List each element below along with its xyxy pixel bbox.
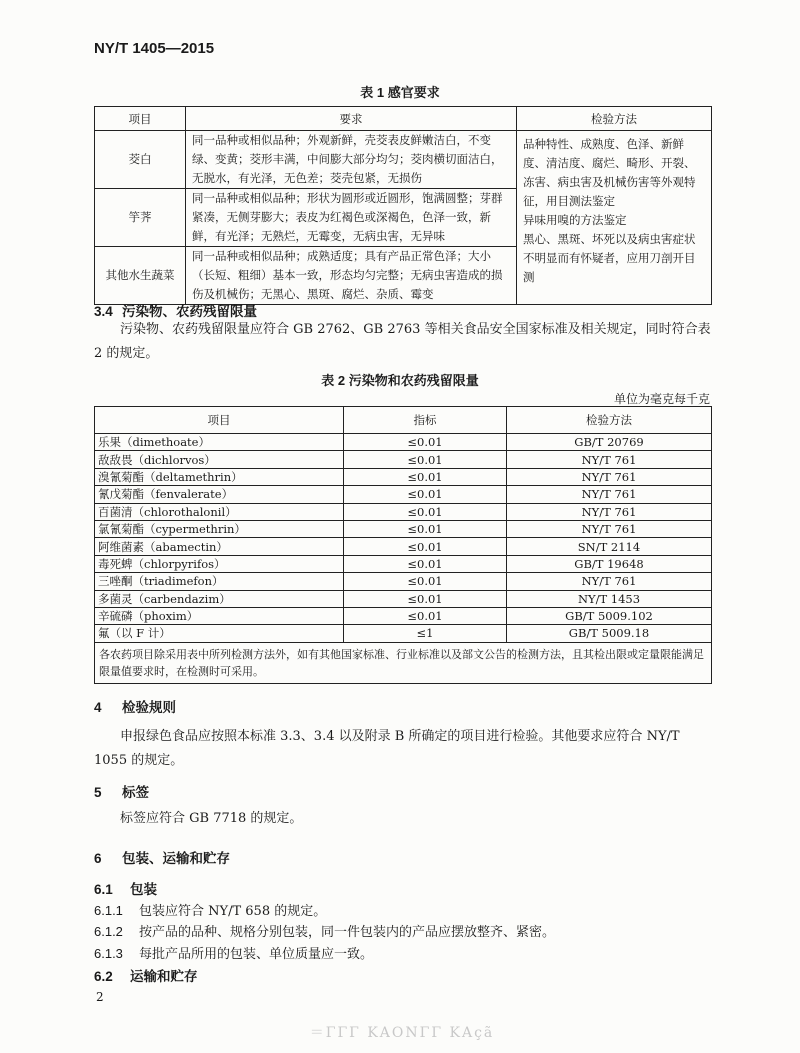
section-title: 运输和贮存: [130, 969, 198, 984]
list-item: [94, 921, 555, 940]
table2-header-limit: 指标: [344, 407, 507, 434]
table2-cell-limit: ≤0.01: [344, 434, 507, 451]
table2-cell-item: 氰戊菊酯（fenvalerate）: [95, 486, 344, 503]
table2-cell-limit: ≤0.01: [344, 451, 507, 468]
table2-cell-item: 敌敌畏（dichlorvos）: [95, 451, 344, 468]
section-3-4-paragraph: 污染物、农药残留限量应符合 GB 2762、GB 2763 等相关食品安全国家标准及相关规定，同时符合表 2 的规定。: [94, 322, 711, 361]
table-row: [95, 468, 712, 485]
table2-cell-limit: ≤0.01: [344, 486, 507, 503]
table-row: [95, 607, 712, 624]
table1-header-requirement: 要求: [186, 107, 517, 131]
section-6-2-heading: [94, 965, 198, 985]
table2-cell-method: NY/T 761: [507, 468, 712, 485]
section-number: 4: [94, 700, 102, 715]
table2-cell-item: 氯氰菊酯（cypermethrin）: [95, 520, 344, 537]
section-6-heading: [94, 847, 230, 867]
section-5-paragraph: 标签应符合 GB 7718 的规定。: [120, 811, 303, 826]
section-title: 包装、运输和贮存: [122, 851, 230, 866]
table-row: [95, 451, 712, 468]
sub-item-number: 6.1.3: [94, 946, 123, 961]
table2-cell-limit: ≤0.01: [344, 520, 507, 537]
table2-header-method: 检验方法: [507, 407, 712, 434]
section-number: 3.4: [94, 304, 113, 319]
table2-cell-item: 百菌清（chlorothalonil）: [95, 503, 344, 520]
table-row: [95, 486, 712, 503]
table2-header-item: 项目: [95, 407, 344, 434]
table2-cell-item: 毒死蜱（chlorpyrifos）: [95, 555, 344, 572]
table-row: [95, 590, 712, 607]
table1-item: 竽荠: [95, 189, 186, 247]
table-row: [95, 503, 712, 520]
table-row: [95, 555, 712, 572]
table2-cell-limit: ≤0.01: [344, 468, 507, 485]
sub-item-text: 包装应符合 NY/T 658 的规定。: [139, 904, 327, 919]
section-6-1-heading: [94, 878, 157, 898]
section-title: 污染物、农药残留限量: [122, 304, 257, 319]
table2-cell-item: 乐果（dimethoate）: [95, 434, 344, 451]
standard-code: NY/T 1405—2015: [94, 40, 215, 57]
section-3-4-heading: [94, 300, 257, 320]
table2-note: 各农药项目除采用表中所列检测方法外，如有其他国家标准、行业标准以及部文公告的检测方法，且其检出限或定量限能满足限量值要求时，在检测时可采用。: [95, 642, 712, 683]
section-number: 6.2: [94, 969, 113, 984]
section-4-paragraph: 申报绿色食品应按照本标准 3.3、3.4 以及附录 B 所确定的项目进行检验。其他要求应符合 NY/T 1055 的规定。: [94, 729, 680, 768]
table2-cell-method: NY/T 761: [507, 451, 712, 468]
table2-cell-item: 三唑酮（triadimefon）: [95, 573, 344, 590]
list-item: [94, 943, 373, 962]
table2-cell-method: NY/T 761: [507, 520, 712, 537]
table-row: [95, 434, 712, 451]
table2-cell-item: 辛硫磷（phoxim）: [95, 607, 344, 624]
table1-header-method: 检验方法: [517, 107, 712, 131]
table1-item: 其他水生蔬菜: [95, 247, 186, 305]
table-row: [95, 538, 712, 555]
table2-cell-method: GB/T 5009.18: [507, 625, 712, 642]
table2-cell-method: SN/T 2114: [507, 538, 712, 555]
table2-caption: 表 2 污染物和农药残留限量: [321, 373, 479, 388]
table1-caption: 表 1 感官要求: [360, 85, 440, 100]
section-title: 包装: [130, 882, 157, 897]
sub-item-number: 6.1.2: [94, 924, 123, 939]
sub-item-text: 每批产品所用的包装、单位质量应一致。: [139, 947, 374, 962]
section-number: 6.1: [94, 882, 113, 897]
table2-cell-method: NY/T 1453: [507, 590, 712, 607]
table2-cell-limit: ≤0.01: [344, 590, 507, 607]
table1-header-item: 项目: [95, 107, 186, 131]
table2-cell-limit: ≤0.01: [344, 538, 507, 555]
table2-cell-item: 多菌灵（carbendazim）: [95, 590, 344, 607]
table2-cell-limit: ≤0.01: [344, 573, 507, 590]
list-item: [94, 900, 326, 919]
section-5-heading: [94, 781, 149, 801]
sub-item-number: 6.1.1: [94, 903, 123, 918]
section-number: 6: [94, 851, 102, 866]
section-title: 标签: [122, 785, 149, 800]
watermark-text: ＝ΓΓΓ ΚΑΟΝΓΓ ΚΑçã: [309, 1025, 495, 1041]
table2-cell-limit: ≤1: [344, 625, 507, 642]
table1-requirement: 同一品种或相似品种；形状为圆形或近圆形，饱满圆整；芽群紧凑，无侧芽膨大；表皮为红褐色或深褐色，色泽一致，新鲜，有光泽；无熟烂，无霉变，无病虫害，无异味: [186, 189, 517, 247]
table-row: [95, 520, 712, 537]
table2-unit-note: 单位为毫克每千克: [613, 392, 710, 406]
contaminant-residue-table: [94, 406, 712, 684]
section-4-heading: [94, 696, 176, 716]
table2-cell-method: GB/T 5009.102: [507, 607, 712, 624]
table2-cell-method: GB/T 19648: [507, 555, 712, 572]
sensory-requirements-table: [94, 106, 712, 305]
table-row: [95, 573, 712, 590]
section-title: 检验规则: [122, 700, 176, 715]
table2-cell-limit: ≤0.01: [344, 555, 507, 572]
page-number: 2: [96, 990, 104, 1004]
table1-requirement: 同一品种或相似品种；外观新鲜，壳茭表皮鲜嫩洁白，不变绿、变黄；茭形丰满，中间膨大部分均匀；茭肉横切面洁白，无脱水，有光泽，无色差；茭壳包紧，无损伤: [186, 131, 517, 189]
table-row: [95, 625, 712, 642]
table2-cell-item: 溴氰菊酯（deltamethrin）: [95, 468, 344, 485]
table2-cell-method: NY/T 761: [507, 503, 712, 520]
table1-requirement: 同一品种或相似品种；成熟适度；具有产品正常色泽；大小（长短、粗细）基本一致，形态均匀完整；无病虫害造成的损伤及机械伤；无黑心、黑斑、腐烂、杂质、霉变: [186, 247, 517, 305]
table2-cell-method: GB/T 20769: [507, 434, 712, 451]
table1-item: 茭白: [95, 131, 186, 189]
table2-cell-limit: ≤0.01: [344, 607, 507, 624]
section-number: 5: [94, 785, 102, 800]
table2-cell-item: 阿维菌素（abamectin）: [95, 538, 344, 555]
table1-method: 品种特性、成熟度、色泽、新鲜度、清洁度、腐烂、畸形、开裂、冻害、病虫害及机械伤害等外观特征，用目测法鉴定 异味用嗅的方法鉴定 黑心、黑斑、坏死以及病虫害症状不明显而有怀疑者，应用刀剖开目测: [517, 131, 712, 305]
sub-item-text: 按产品的品种、规格分别包装，同一件包装内的产品应摆放整齐、紧密。: [139, 925, 556, 940]
table2-cell-limit: ≤0.01: [344, 503, 507, 520]
table2-cell-method: NY/T 761: [507, 573, 712, 590]
table2-cell-item: 氟（以 F 计）: [95, 625, 344, 642]
table2-cell-method: NY/T 761: [507, 486, 712, 503]
